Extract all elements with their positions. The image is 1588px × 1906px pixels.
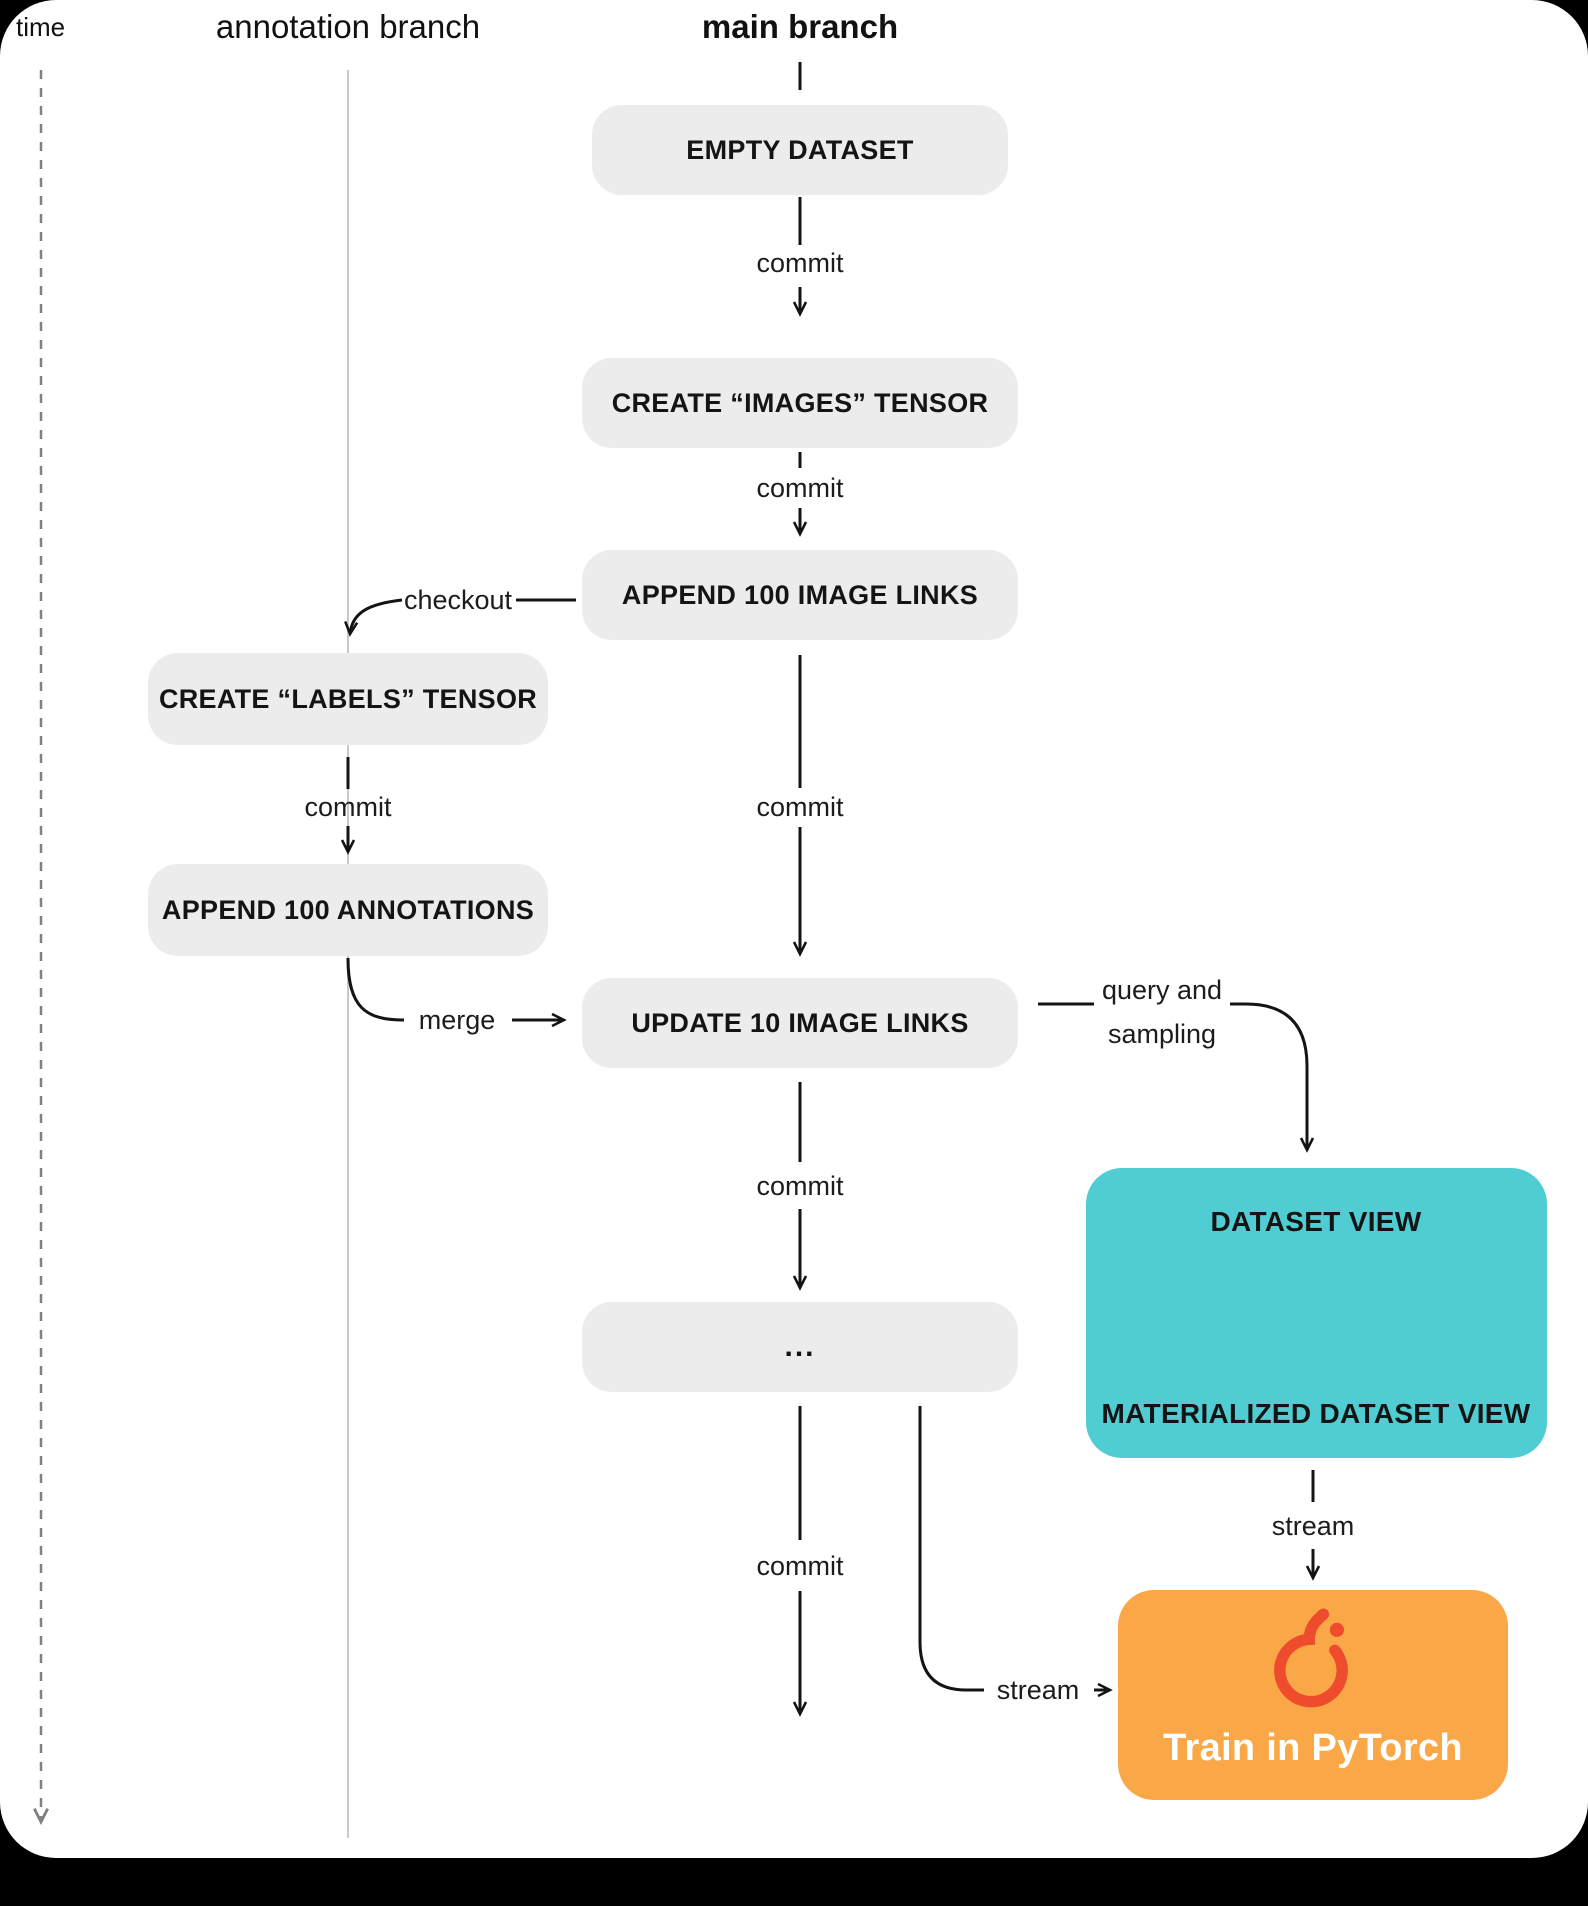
merge-label: merge [418, 1005, 496, 1035]
materialized-dataset-view-title: MATERIALIZED DATASET VIEW [1101, 1398, 1531, 1429]
commit-label: commit [756, 248, 844, 278]
stream-curve [920, 1406, 984, 1690]
dataset-view-title: DATASET VIEW [1210, 1206, 1422, 1237]
node-update-10-image-links: UPDATE 10 IMAGE LINKS [582, 978, 1018, 1068]
node-empty-dataset: EMPTY DATASET [592, 105, 1008, 195]
commit-label: commit [756, 1551, 844, 1581]
main-branch-label: main branch [701, 8, 899, 45]
node-create-images-tensor: CREATE “IMAGES” TENSOR [582, 358, 1018, 448]
commit-label: commit [304, 792, 392, 822]
node-append-100-annotations: APPEND 100 ANNOTATIONS [148, 864, 548, 956]
checkout-label: checkout [403, 585, 513, 615]
annotation-branch-label: annotation branch [215, 8, 481, 45]
commit-label: commit [756, 473, 844, 503]
pytorch-flame-dot [1330, 1623, 1344, 1637]
time-axis-label: time [16, 12, 66, 42]
merge-curve [348, 958, 404, 1020]
query-curve [1230, 1004, 1307, 1150]
train-pytorch-label: Train in PyTorch [1163, 1727, 1463, 1769]
stream-label-bottom: stream [996, 1675, 1080, 1705]
commit-label: commit [756, 792, 844, 822]
query-sampling-line1: query and [1101, 975, 1223, 1005]
query-sampling-label [1102, 968, 1222, 1056]
pytorch-flame-icon [1261, 1608, 1365, 1712]
query-sampling-line2: sampling [1107, 1019, 1217, 1049]
node-append-100-image-links: APPEND 100 IMAGE LINKS [582, 550, 1018, 640]
commit-label: commit [756, 1171, 844, 1201]
stream-label-right: stream [1271, 1511, 1355, 1541]
node-ellipsis: ... [582, 1302, 1018, 1392]
stream-bottom-connector [920, 1406, 1110, 1690]
checkout-curve [350, 600, 402, 634]
node-create-labels-tensor: CREATE “LABELS” TENSOR [148, 653, 548, 745]
